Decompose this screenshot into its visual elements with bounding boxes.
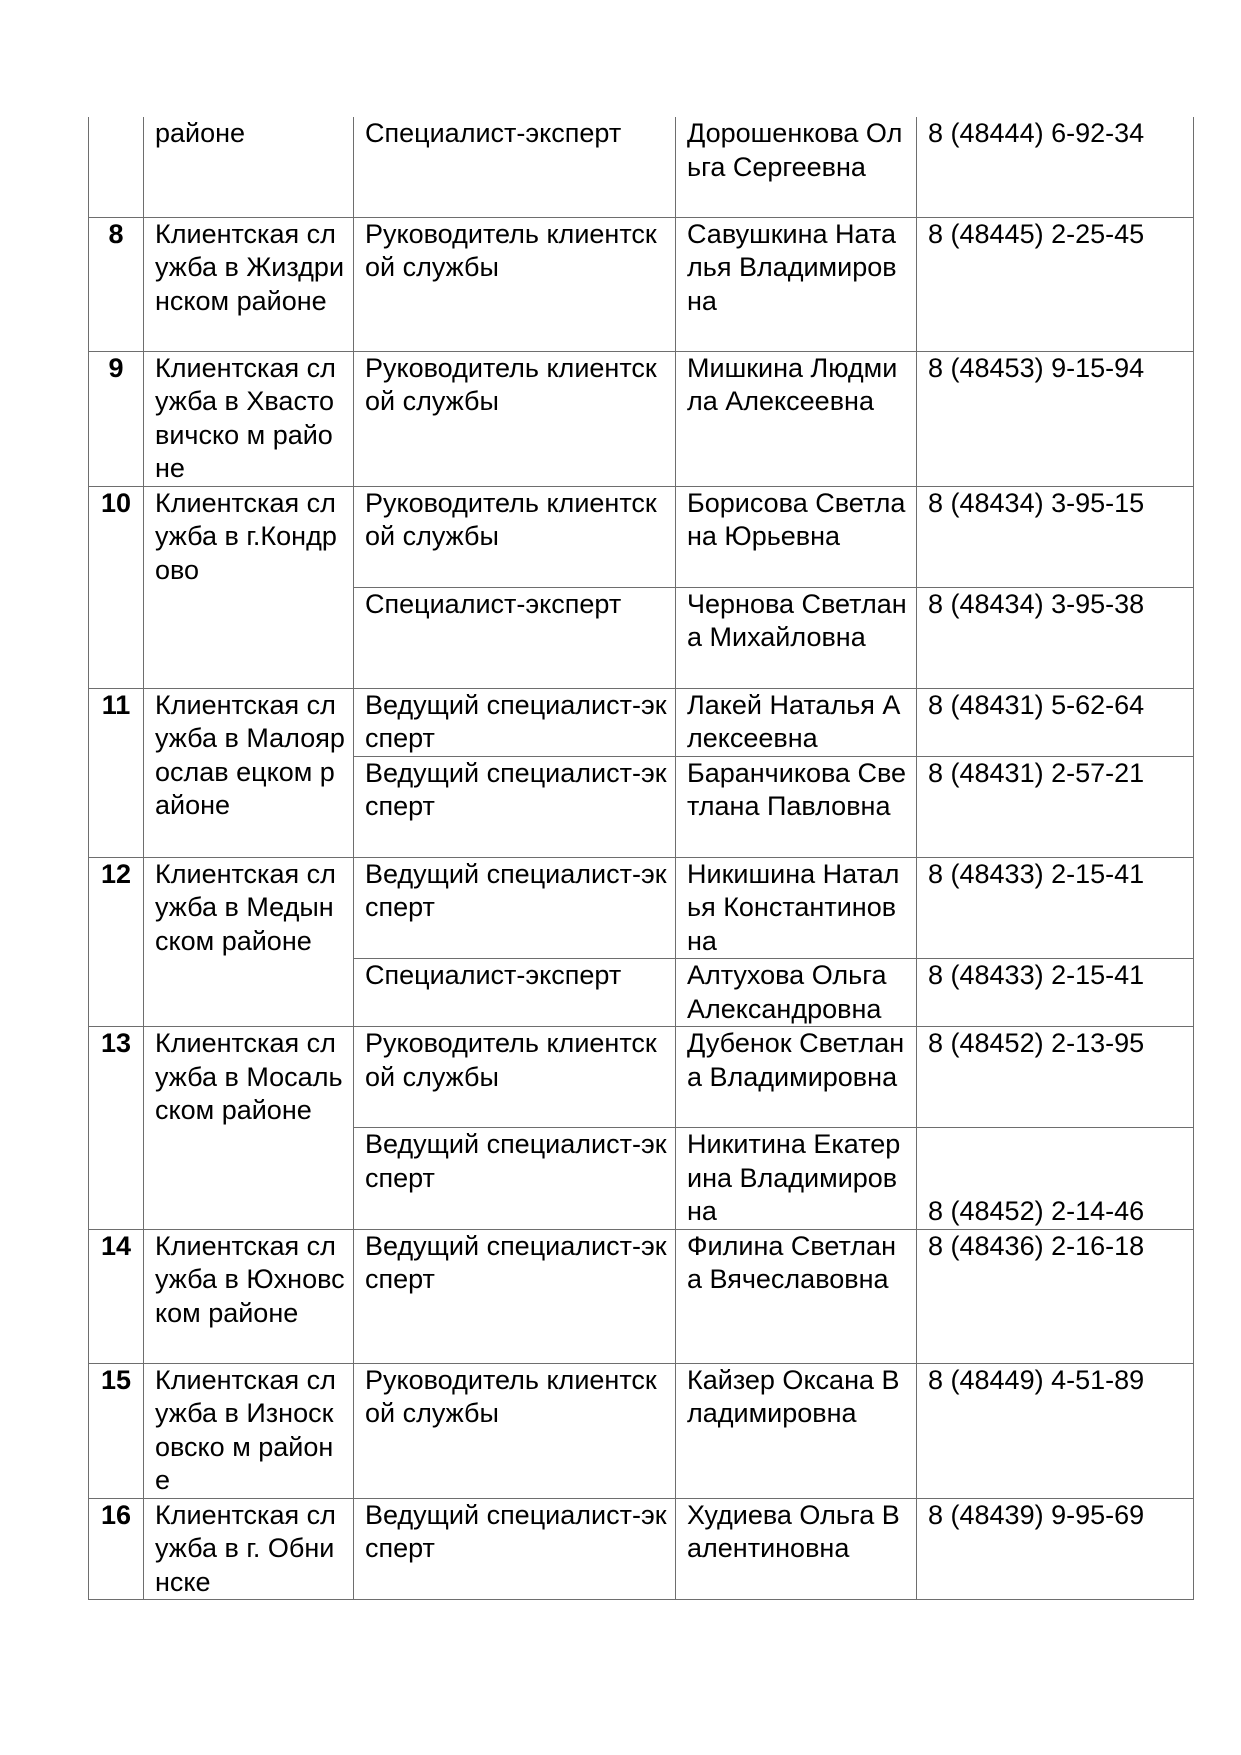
phone-cell: 8 (48452) 2-13-95 — [917, 1027, 1194, 1128]
phone-cell: 8 (48431) 5-62-64 — [917, 688, 1194, 756]
table-row — [89, 351, 1194, 486]
contacts-table — [88, 117, 1194, 1600]
phone-cell: 8 (48433) 2-15-41 — [917, 959, 1194, 1027]
office-cell: Клиентская служба в Мосальском районе — [144, 1027, 354, 1230]
row-number — [89, 117, 144, 217]
phone-cell: 8 (48431) 2-57-21 — [917, 756, 1194, 857]
table-row — [89, 1027, 1194, 1128]
position-cell: Руководитель клиентской службы — [354, 217, 676, 351]
name-cell: Баранчикова Светлана Павловна — [676, 756, 917, 857]
phone-cell: 8 (48436) 2-16-18 — [917, 1229, 1194, 1363]
office-cell: Клиентская служба в Медынском районе — [144, 857, 354, 1027]
phone-cell: 8 (48434) 3-95-38 — [917, 587, 1194, 688]
table-row — [89, 1229, 1194, 1363]
name-cell: Худиева Ольга Валентиновна — [676, 1498, 917, 1600]
office-cell: Клиентская служба в Хвастовичско м районе — [144, 351, 354, 486]
position-cell: Специалист-эксперт — [354, 587, 676, 688]
table-row — [89, 217, 1194, 351]
office-cell: районе — [144, 117, 354, 217]
position-cell: Руководитель клиентской службы — [354, 1363, 676, 1498]
table-row — [89, 688, 1194, 756]
position-cell: Руководитель клиентской службы — [354, 486, 676, 587]
name-cell: Филина Светлана Вячеславовна — [676, 1229, 917, 1363]
position-cell: Специалист-эксперт — [354, 959, 676, 1027]
office-cell: Клиентская служба в Жиздринском районе — [144, 217, 354, 351]
position-cell: Ведущий специалист-эксперт — [354, 756, 676, 857]
position-cell: Специалист-эксперт — [354, 117, 676, 217]
phone-cell: 8 (48444) 6-92-34 — [917, 117, 1194, 217]
position-cell: Ведущий специалист-эксперт — [354, 1498, 676, 1600]
office-cell: Клиентская служба в Малоярослав ецком районе — [144, 688, 354, 857]
name-cell: Алтухова Ольга Александровна — [676, 959, 917, 1027]
table-row — [89, 1363, 1194, 1498]
name-cell: Дорошенкова Ольга Сергеевна — [676, 117, 917, 217]
office-cell: Клиентская служба в Юхновском районе — [144, 1229, 354, 1363]
name-cell: Никишина Наталья Константиновна — [676, 857, 917, 959]
name-cell: Мишкина Людмила Алексеевна — [676, 351, 917, 486]
position-cell: Руководитель клиентской службы — [354, 1027, 676, 1128]
phone-cell: 8 (48453) 9-15-94 — [917, 351, 1194, 486]
phone-cell: 8 (48434) 3-95-15 — [917, 486, 1194, 587]
office-cell: Клиентская служба в г. Обнинске — [144, 1498, 354, 1600]
table-row — [89, 857, 1194, 959]
name-cell: Дубенок Светлана Владимировна — [676, 1027, 917, 1128]
name-cell: Лакей Наталья Алексеевна — [676, 688, 917, 756]
row-number: 15 — [89, 1363, 144, 1498]
name-cell: Никитина Екатерина Владимировна — [676, 1128, 917, 1230]
row-number: 11 — [89, 688, 144, 857]
table-row — [89, 117, 1194, 217]
row-number: 10 — [89, 486, 144, 688]
phone-cell: 8 (48439) 9-95-69 — [917, 1498, 1194, 1600]
office-cell: Клиентская служба в г.Кондрово — [144, 486, 354, 688]
name-cell: Савушкина Наталья Владимировна — [676, 217, 917, 351]
position-cell: Ведущий специалист-эксперт — [354, 1229, 676, 1363]
phone-cell: 8 (48452) 2-14-46 — [917, 1128, 1194, 1230]
name-cell: Кайзер Оксана Владимировна — [676, 1363, 917, 1498]
row-number: 14 — [89, 1229, 144, 1363]
position-cell: Ведущий специалист-эксперт — [354, 857, 676, 959]
phone-cell: 8 (48433) 2-15-41 — [917, 857, 1194, 959]
office-cell: Клиентская служба в Износковско м районе — [144, 1363, 354, 1498]
name-cell: Чернова Светлана Михайловна — [676, 587, 917, 688]
position-cell: Ведущий специалист-эксперт — [354, 688, 676, 756]
row-number: 9 — [89, 351, 144, 486]
row-number: 12 — [89, 857, 144, 1027]
position-cell: Ведущий специалист-эксперт — [354, 1128, 676, 1230]
position-cell: Руководитель клиентской службы — [354, 351, 676, 486]
table-row — [89, 486, 1194, 587]
table-row — [89, 1498, 1194, 1600]
phone-cell: 8 (48449) 4-51-89 — [917, 1363, 1194, 1498]
row-number: 8 — [89, 217, 144, 351]
row-number: 13 — [89, 1027, 144, 1230]
row-number: 16 — [89, 1498, 144, 1600]
phone-cell: 8 (48445) 2-25-45 — [917, 217, 1194, 351]
name-cell: Борисова Светлана Юрьевна — [676, 486, 917, 587]
